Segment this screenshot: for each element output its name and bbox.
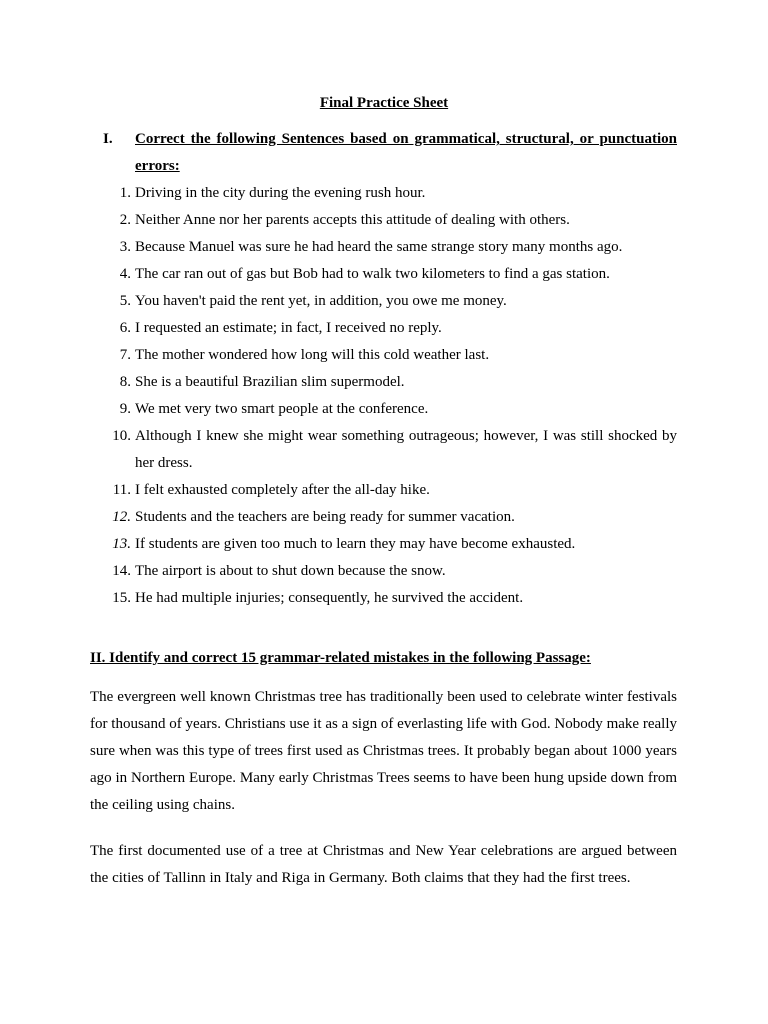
list-item xyxy=(90,396,677,423)
section-1 xyxy=(90,126,677,612)
item-number: 7. xyxy=(119,347,131,363)
item-number: 10. xyxy=(112,428,131,444)
item-number: 9. xyxy=(119,401,131,417)
list-item xyxy=(90,288,677,315)
item-text: I felt exhausted completely after the all-day hike. xyxy=(135,482,430,498)
list-item xyxy=(90,369,677,396)
page-title: Final Practice Sheet xyxy=(319,95,449,111)
section-1-heading xyxy=(90,126,677,180)
list-item xyxy=(90,234,677,261)
list-item xyxy=(90,207,677,234)
passage-paragraph-1: The evergreen well known Christmas tree has traditionally been used to celebrate winter festivals for thousand of years. Christians use it as a sign of everlasting life with God. Nobody make really sure when was this type of trees first used as Christmas trees. It probably began about 1000 years ago in Northern Europe. Many early Christmas Trees seems to have been hung upside down from the ceiling using chains. xyxy=(90,689,677,813)
item-number: 12. xyxy=(112,509,131,525)
list-item xyxy=(90,504,677,531)
item-number: 8. xyxy=(119,374,131,390)
item-text: Because Manuel was sure he had heard the same strange story many months ago. xyxy=(135,239,623,255)
list-item xyxy=(90,531,677,558)
passage-paragraph-2: The first documented use of a tree at Christmas and New Year celebrations are argued between the cities of Tallinn in Italy and Riga in Germany. Both claims that they had the first trees. xyxy=(90,843,677,886)
item-number: 1. xyxy=(119,185,131,201)
item-text: You haven't paid the rent yet, in addition, you owe me money. xyxy=(135,293,507,309)
item-text: The airport is about to shut down because the snow. xyxy=(135,563,446,579)
item-text: We met very two smart people at the conference. xyxy=(135,401,429,417)
item-number: 15. xyxy=(112,590,131,606)
item-text: Students and the teachers are being ready for summer vacation. xyxy=(135,509,515,525)
item-number: 2. xyxy=(119,212,131,228)
list-item xyxy=(90,558,677,585)
item-number: 4. xyxy=(119,266,131,282)
list-item xyxy=(90,585,677,612)
item-number: 11. xyxy=(112,482,131,498)
item-number: 13. xyxy=(112,536,131,552)
section-1-heading-text: Correct the following Sentences based on grammatical, structural, or punctuation errors: xyxy=(135,131,677,174)
item-text: Neither Anne nor her parents accepts this attitude of dealing with others. xyxy=(135,212,570,228)
item-text: Although I knew she might wear something outrageous; however, I was still shocked by her dress. xyxy=(135,428,677,471)
list-item xyxy=(90,180,677,207)
section-1-number: I. xyxy=(103,131,113,147)
item-number: 14. xyxy=(112,563,131,579)
item-text: Driving in the city during the evening rush hour. xyxy=(135,185,426,201)
list-item xyxy=(90,477,677,504)
list-item xyxy=(90,342,677,369)
item-text: The mother wondered how long will this cold weather last. xyxy=(135,347,490,363)
item-text: I requested an estimate; in fact, I received no reply. xyxy=(135,320,442,336)
item-number: 5. xyxy=(119,293,131,309)
section-2-heading: II. Identify and correct 15 grammar-related mistakes in the following Passage: xyxy=(90,650,591,666)
item-text: If students are given too much to learn they may have become exhausted. xyxy=(135,536,576,552)
list-item xyxy=(90,315,677,342)
item-text: She is a beautiful Brazilian slim supermodel. xyxy=(135,374,405,390)
item-text: The car ran out of gas but Bob had to walk two kilometers to find a gas station. xyxy=(135,266,610,282)
list-item xyxy=(90,261,677,288)
sentence-list xyxy=(90,180,677,612)
item-number: 3. xyxy=(119,239,131,255)
item-number: 6. xyxy=(119,320,131,336)
item-text: He had multiple injuries; consequently, he survived the accident. xyxy=(135,590,524,606)
list-item xyxy=(90,423,677,477)
